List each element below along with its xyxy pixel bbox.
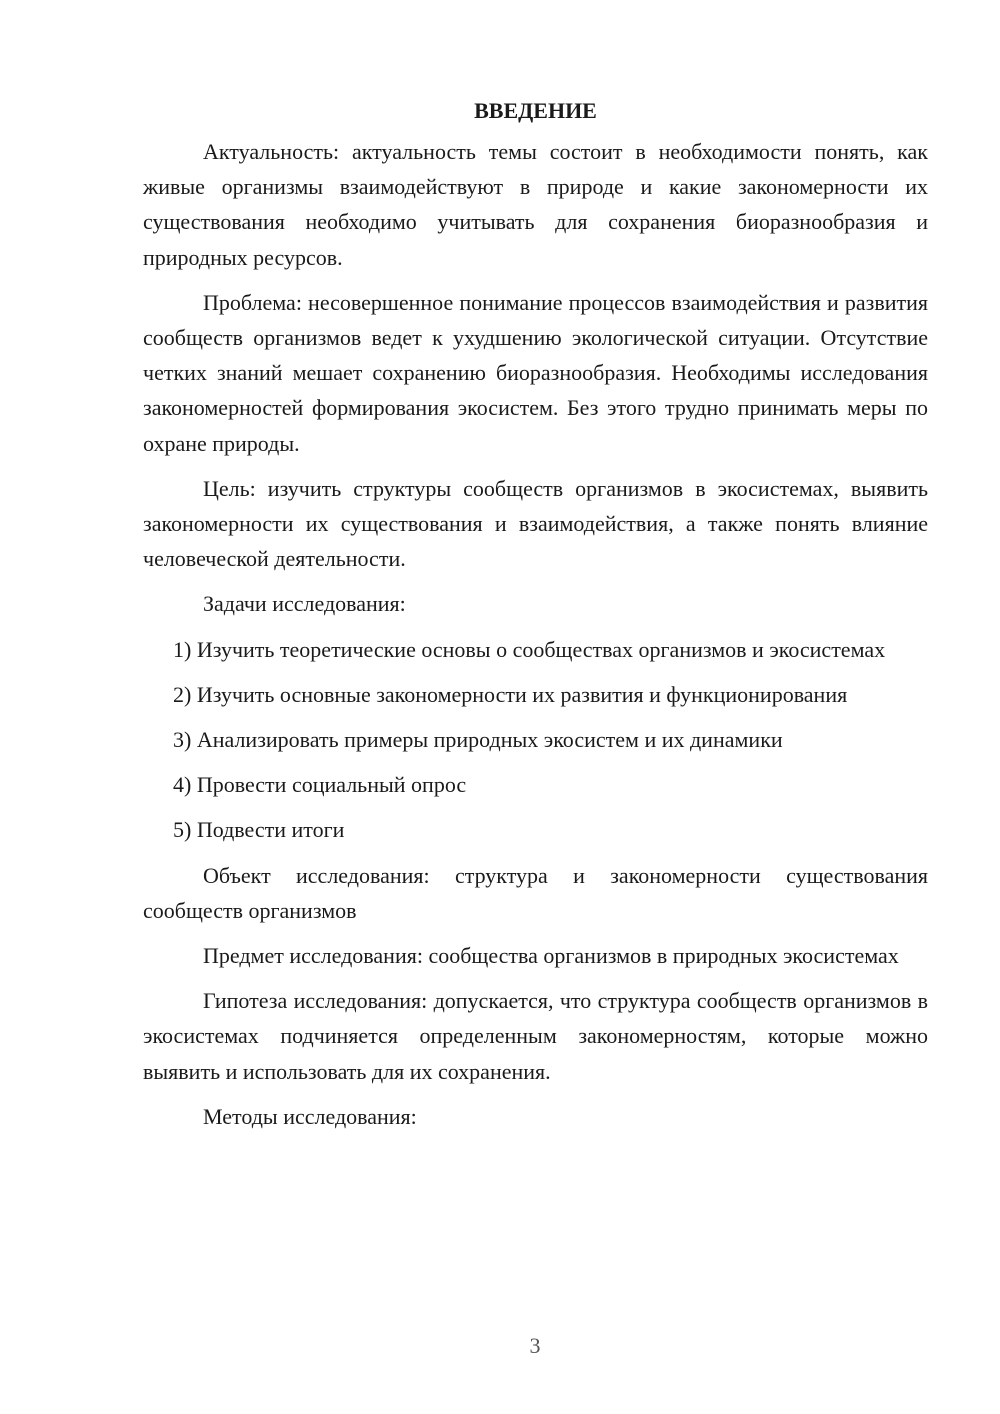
task-item-5: 5) Подвести итоги bbox=[173, 817, 345, 843]
relevance-paragraph: Актуальность: актуальность темы состоит в необходимости понять, как живые организмы взаимодействуют в природе и какие закономерности их существования необходимо учитывать для сохранения биоразнообразия и природных ресурсов. bbox=[143, 139, 928, 270]
object-paragraph: Объект исследования: структура и закономерности существования сообществ организмов bbox=[143, 862, 928, 923]
task-item-1: 1) Изучить теоретические основы о сообществах организмов и экосистемах bbox=[173, 636, 886, 662]
hypothesis-paragraph: Гипотеза исследования: допускается, что структура сообществ организмов в экосистемах подчиняется определенным закономерностям, которые можно выявить и использовать для их сохранения. bbox=[143, 988, 928, 1084]
subject-paragraph: Предмет исследования: сообщества организмов в природных экосистемах bbox=[203, 943, 899, 969]
document-page bbox=[143, 92, 928, 1134]
methods-heading: Методы исследования: bbox=[203, 1103, 417, 1129]
problem-paragraph: Проблема: несовершенное понимание процессов взаимодействия и развития сообществ организмов ведет к ухудшению экологической ситуации. Отсутствие четких знаний мешает сохранению биоразнообразия. Необходимы исследования закономерностей формирования экосистем. Без этого трудно принимать меры по охране природы. bbox=[143, 289, 928, 456]
section-title: ВВЕДЕНИЕ bbox=[474, 98, 597, 123]
task-item-4: 4) Провести социальный опрос bbox=[173, 772, 467, 798]
goal-paragraph: Цель: изучить структуры сообществ организмов в экосистемах, выявить закономерности их существования и взаимодействия, а также понять влияние человеческой деятельности. bbox=[143, 475, 928, 572]
page-number: 3 bbox=[529, 1333, 541, 1358]
task-item-2: 2) Изучить основные закономерности их развития и функционирования bbox=[173, 681, 848, 707]
task-item-3: 3) Анализировать примеры природных экосистем и их динамики bbox=[173, 727, 783, 753]
tasks-heading: Задачи исследования: bbox=[203, 591, 406, 617]
